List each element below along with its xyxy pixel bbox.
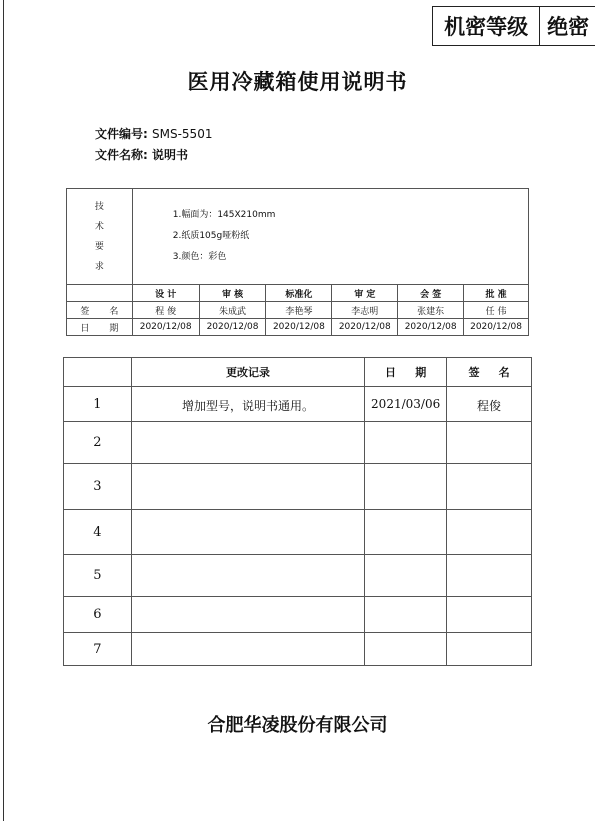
table-row	[64, 633, 532, 666]
classification-value: 绝密	[547, 15, 590, 39]
requirement-item: 1.幅面为：145X210mm	[172, 210, 276, 220]
requirements-content	[132, 189, 528, 285]
sign-date: 2020/12/08	[132, 319, 199, 336]
requirement-item: 3.颜色：彩色	[172, 252, 227, 262]
sign-date: 2020/12/08	[398, 319, 464, 336]
date-label: 日 期	[67, 319, 133, 336]
change-date	[365, 422, 447, 464]
header-review: 审 核	[199, 285, 266, 302]
change-date	[365, 597, 447, 633]
doc-number-value: SMS-5501	[152, 127, 213, 141]
requirements-label-char: 术	[94, 221, 104, 232]
sign-date: 2020/12/08	[266, 319, 332, 336]
sign-date: 2020/12/08	[464, 319, 529, 336]
change-signer	[447, 555, 532, 597]
change-signer	[447, 464, 532, 510]
requirements-label	[67, 189, 133, 285]
requirements-label-char: 技	[94, 201, 104, 212]
header-countersign: 会 签	[398, 285, 464, 302]
change-date	[365, 464, 447, 510]
row-number: 4	[64, 510, 132, 555]
change-record	[131, 633, 364, 666]
change-log-header-sign: 签 名	[447, 358, 532, 387]
sign-date: 2020/12/08	[332, 319, 398, 336]
classification-box	[432, 6, 595, 46]
change-record	[131, 510, 364, 555]
page-left-border	[3, 0, 4, 821]
change-record: 增加型号，说明书通用。	[131, 387, 364, 422]
change-signer	[447, 510, 532, 555]
row-number: 2	[64, 422, 132, 464]
table-row	[64, 422, 532, 464]
row-number: 6	[64, 597, 132, 633]
header-verify: 审 定	[332, 285, 398, 302]
change-log-header-record: 更改记录	[131, 358, 364, 387]
requirement-item: 2.纸质105g哑粉纸	[172, 231, 250, 241]
table-row	[64, 510, 532, 555]
table-row	[64, 387, 532, 422]
row-number: 1	[64, 387, 132, 422]
change-date: 2021/03/06	[365, 387, 447, 422]
signer-name: 李艳琴	[266, 302, 332, 319]
doc-name-line	[95, 146, 188, 163]
header-blank	[67, 285, 133, 302]
change-date	[365, 555, 447, 597]
change-signer	[447, 597, 532, 633]
signer-name: 李志明	[332, 302, 398, 319]
signer-name: 朱成武	[199, 302, 266, 319]
table-row	[64, 555, 532, 597]
change-log-table	[63, 357, 532, 666]
sign-label: 签 名	[67, 302, 133, 319]
header-approve: 批 准	[464, 285, 529, 302]
doc-number-line	[95, 125, 212, 142]
change-record	[131, 464, 364, 510]
signer-name: 程 俊	[132, 302, 199, 319]
doc-name-value: 说明书	[152, 148, 189, 162]
change-log-header-date: 日 期	[365, 358, 447, 387]
signer-name: 任 伟	[464, 302, 529, 319]
company-name: 合肥华凌股份有限公司	[207, 715, 388, 736]
classification-label: 机密等级	[433, 7, 540, 45]
change-record	[131, 597, 364, 633]
change-date	[365, 510, 447, 555]
table-row	[64, 597, 532, 633]
header-design: 设 计	[132, 285, 199, 302]
sign-date: 2020/12/08	[199, 319, 266, 336]
document-title: 医用冷藏箱使用说明书	[187, 70, 408, 94]
change-log-header-blank	[64, 358, 132, 387]
row-number: 5	[64, 555, 132, 597]
table-row	[64, 464, 532, 510]
doc-number-label: 文件编号:	[95, 127, 148, 141]
approval-table	[66, 188, 529, 336]
change-record	[131, 555, 364, 597]
change-signer	[447, 633, 532, 666]
header-standard: 标准化	[266, 285, 332, 302]
signer-name: 张建东	[398, 302, 464, 319]
row-number: 7	[64, 633, 132, 666]
change-record	[131, 422, 364, 464]
row-number: 3	[64, 464, 132, 510]
requirements-label-char: 求	[94, 261, 104, 272]
change-signer	[447, 422, 532, 464]
doc-name-label: 文件名称:	[95, 148, 148, 162]
change-date	[365, 633, 447, 666]
change-signer: 程俊	[447, 387, 532, 422]
requirements-label-char: 要	[94, 241, 104, 252]
